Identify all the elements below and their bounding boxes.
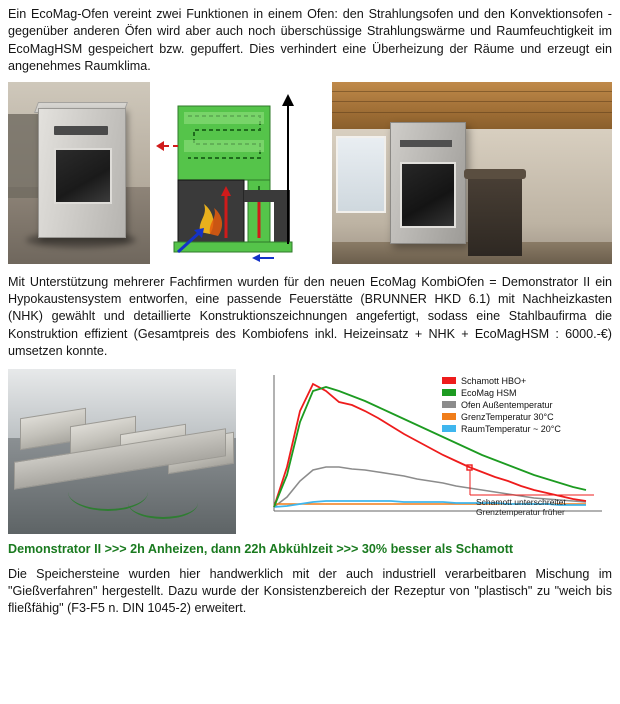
room-window <box>336 136 386 213</box>
final-paragraph: Die Speichersteine wurden hier handwerklich mit der auch industriell verarbeitbaren Mischung im "Gießverfahren" hergestellt. Dazu wurde der Konsistenzbereich der Rezeptur von "plastisch" zu "weich bis fließfähig" (F3-F5 n. DIN 1045-2) erweitert. <box>8 566 612 616</box>
wood-ceiling <box>332 82 612 129</box>
legend-swatch-ofen <box>442 401 456 408</box>
photo-storage-slabs <box>8 369 236 534</box>
wicker-stool-seat <box>464 169 526 179</box>
legend-swatch-raum <box>442 425 456 432</box>
legend-label-4: RaumTemperatur ~ 20°C <box>461 423 561 434</box>
middle-paragraph: Mit Unterstützung mehrerer Fachfirmen wurden für den neuen EcoMag KombiOfen = Demonstrator II ein Hypokaustensystem entworfen, eine passende Feuerstätte (BRUNNER HKD 6.1) mit Nachheizkasten (NHK) gewählt und detaillierte Konstruktionszeichnungen angefertigt, sodass eine Stahlbaufirma die Konstruktion effizient (Gesamtpreis des Kombiofens inkl. Heizeinsatz + NHK + EcoMagHSM : 6000.-€) umsetzen konnte. <box>8 274 612 359</box>
legend-swatch-grenz <box>442 413 456 420</box>
ceiling-plank-line <box>332 91 612 92</box>
photo-workshop-stove <box>8 82 150 264</box>
legend-swatch-ecomag <box>442 389 456 396</box>
chart-annotation-line-1: Schamott unterschreitet <box>476 496 566 507</box>
temperature-chart-svg <box>246 369 612 534</box>
photo-livingroom-stove <box>332 82 612 264</box>
ceiling-plank-line <box>332 101 612 102</box>
stove-air-slot <box>54 126 108 135</box>
legend-label-0: Schamott HBO+ <box>461 375 527 386</box>
chart-annotation-line-2: Grenztemperatur früher <box>476 506 565 517</box>
legend-label-2: Ofen Außentemperatur <box>461 399 553 410</box>
legend-label-1: EcoMag HSM <box>461 387 517 398</box>
livingroom-stove-window <box>400 162 456 228</box>
figure-row-bottom <box>8 369 612 534</box>
figure-row-top <box>8 82 612 264</box>
sensor-cable <box>128 487 198 519</box>
hypocaust-diagram <box>156 82 326 264</box>
temperature-chart <box>246 369 612 534</box>
green-caption: Demonstrator II >>> 2h Anheizen, dann 22h Abkühlzeit >>> 30% besser als Schamott <box>8 541 514 556</box>
stove-fire-window <box>54 148 112 204</box>
legend-swatch-schamott <box>442 377 456 384</box>
livingroom-stove-slot <box>400 140 452 147</box>
hypocaust-diagram-svg <box>156 82 326 264</box>
legend-label-3: GrenzTemperatur 30°C <box>461 411 554 422</box>
ceiling-plank-line <box>332 112 612 113</box>
wicker-stool <box>468 173 522 257</box>
intro-paragraph: Ein EcoMag-Ofen vereint zwei Funktionen in einem Ofen: den Strahlungsofen und den Konvektionsofen - gegenüber anderen Öfen wird aber auch noch überschüssige Strahlungswärme und Raumfeuchtigkeit im EcoMagHSM gespeichert bzw. gepuffert. Dies verhindert eine Überheizung der Räume und erzeugt ein angenehmes Raumklima. <box>8 7 612 74</box>
